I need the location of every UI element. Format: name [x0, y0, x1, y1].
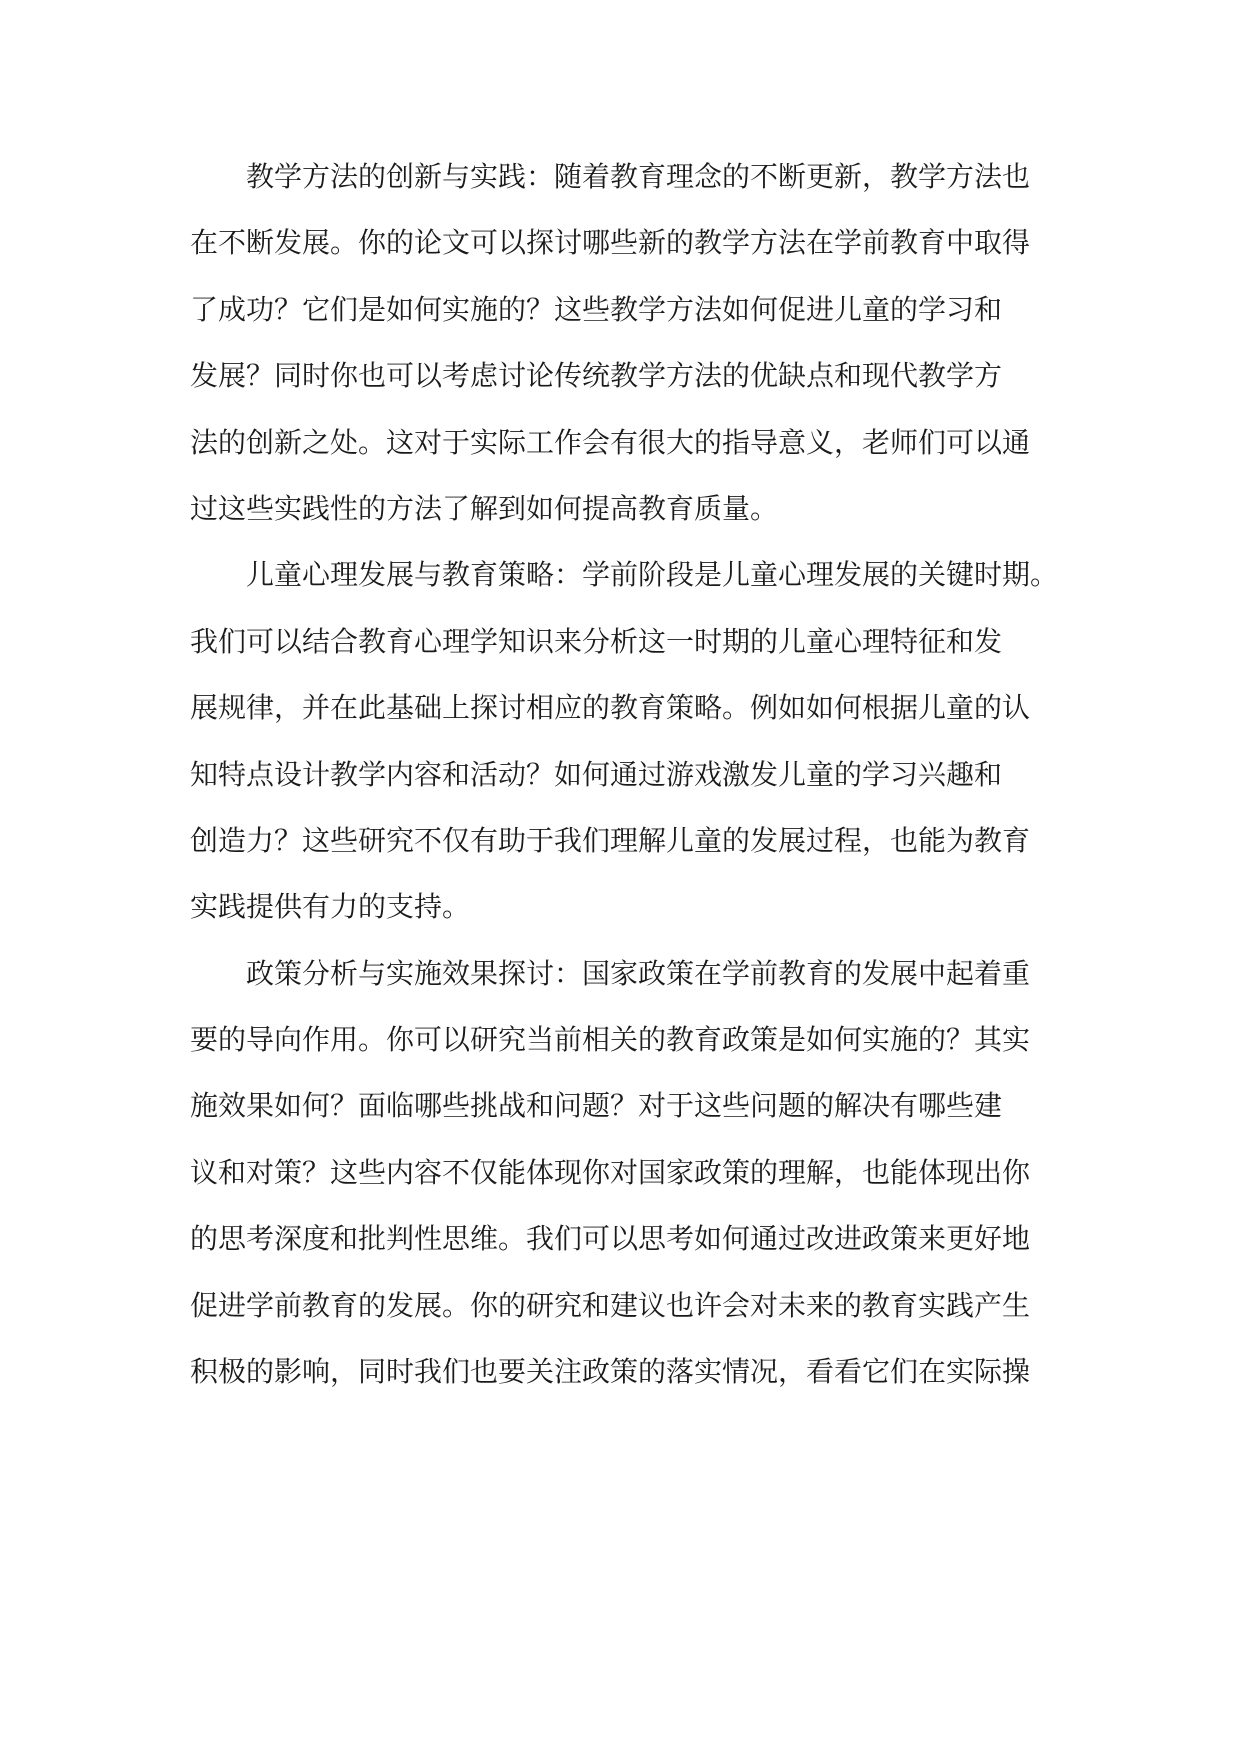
paragraph-line: 施效果如何？面临哪些挑战和问题？对于这些问题的解决有哪些建	[190, 1089, 1003, 1123]
paragraph-line: 政策分析与实施效果探讨：国家政策在学前教育的发展中起着重	[246, 956, 1031, 990]
paragraph-teaching-methods	[190, 144, 1060, 542]
paragraph-line: 的思考深度和批判性思维。我们可以思考如何通过改进政策来更好地	[190, 1222, 1031, 1256]
body-text	[190, 144, 1060, 1405]
paragraph-line: 积极的影响，同时我们也要关注政策的落实情况，看看它们在实际操	[190, 1355, 1031, 1389]
paragraph-line: 创造力？这些研究不仅有助于我们理解儿童的发展过程，也能为教育	[190, 823, 1031, 857]
paragraph-line: 实践提供有力的支持。	[190, 890, 471, 924]
paragraph-child-psychology	[190, 542, 1060, 940]
paragraph-line: 我们可以结合教育心理学知识来分析这一时期的儿童心理特征和发	[190, 624, 1003, 658]
paragraph-policy-analysis	[190, 941, 1060, 1406]
paragraph-line: 发展？同时你也可以考虑讨论传统教学方法的优缺点和现代教学方	[190, 359, 1003, 393]
paragraph-line: 在不断发展。你的论文可以探讨哪些新的教学方法在学前教育中取得	[190, 226, 1031, 260]
paragraph-line: 儿童心理发展与教育策略：学前阶段是儿童心理发展的关键时期。	[246, 558, 1059, 592]
paragraph-line: 展规律，并在此基础上探讨相应的教育策略。例如如何根据儿童的认	[190, 691, 1031, 725]
paragraph-line: 要的导向作用。你可以研究当前相关的教育政策是如何实施的？其实	[190, 1023, 1031, 1057]
paragraph-line: 了成功？它们是如何实施的？这些教学方法如何促进儿童的学习和	[190, 292, 1003, 326]
paragraph-line: 议和对策？这些内容不仅能体现你对国家政策的理解，也能体现出你	[190, 1155, 1031, 1189]
paragraph-line: 过这些实践性的方法了解到如何提高教育质量。	[190, 491, 779, 525]
paragraph-line: 知特点设计教学内容和活动？如何通过游戏激发儿童的学习兴趣和	[190, 757, 1003, 791]
paragraph-line: 法的创新之处。这对于实际工作会有很大的指导意义，老师们可以通	[190, 425, 1031, 459]
paragraph-line: 促进学前教育的发展。你的研究和建议也许会对未来的教育实践产生	[190, 1288, 1031, 1322]
paragraph-line: 教学方法的创新与实践：随着教育理念的不断更新，教学方法也	[246, 160, 1031, 193]
